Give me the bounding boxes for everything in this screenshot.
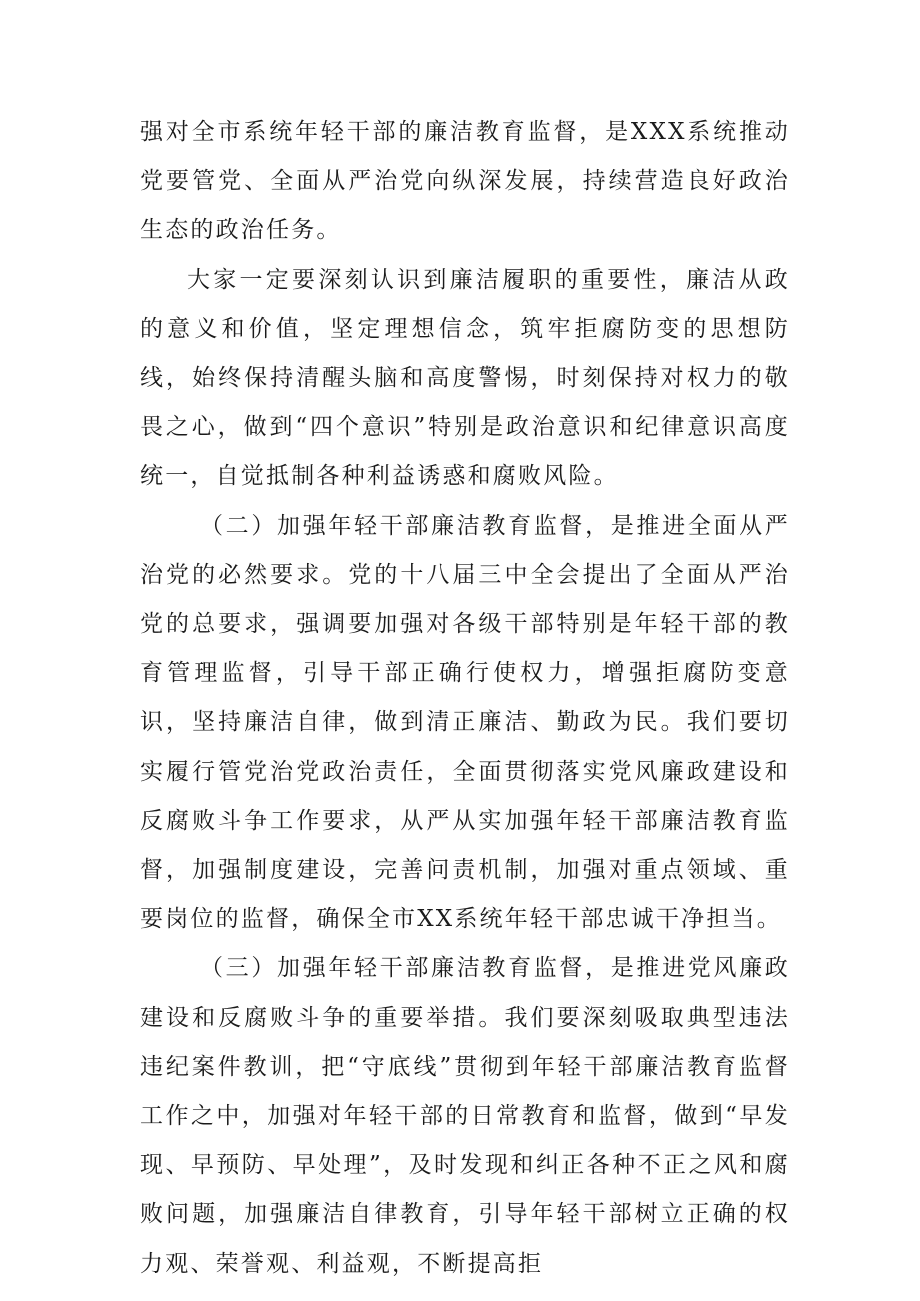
paragraph-2: 大家一定要深刻认识到廉洁履职的重要性，廉洁从政的意义和价值，坚定理想信念，筑牢拒腐防变的思想防线，始终保持清醒头脑和高度警惕，时刻保持对权力的敬畏之心，做到“四个意识”特别是政治意识和纪律意识高度统一，自觉抵制各种利益诱惑和腐败风险。 <box>140 266 790 490</box>
paragraph-1: 强对全市系统年轻干部的廉洁教育监督，是XXX系统推动党要管党、全面从严治党向纵深发展，持续营造良好政治生态的政治任务。 <box>140 119 790 244</box>
paragraph-3: （二）加强年轻干部廉洁教育监督，是推进全面从严治党的必然要求。党的十八届三中全会提出了全面从严治党的总要求，强调要加强对各级干部特别是年轻干部的教育管理监督，引导干部正确行使权力，增强拒腐防变意识，坚持廉洁自律，做到清正廉洁、勤政为民。我们要切实履行管党治党政治责任，全面贯彻落实党风廉政建设和反腐败斗争工作要求，从严从实加强年轻干部廉洁教育监督，加强制度建设，完善问责机制，加强对重点领域、重要岗位的监督，确保全市XX系统年轻干部忠诚干净担当。 <box>140 512 790 933</box>
document-body <box>140 108 790 1289</box>
paragraph-4: （三）加强年轻干部廉洁教育监督，是推进党风廉政建设和反腐败斗争的重要举措。我们要深刻吸取典型违法违纪案件教训，把“守底线”贯彻到年轻干部廉洁教育监督工作之中，加强对年轻干部的日常教育和监督，做到“早发现、早预防、早处理”，及时发现和纠正各种不正之风和腐败问题，加强廉洁自律教育，引导年轻干部树立正确的权力观、荣誉观、利益观，不断提高拒 <box>140 955 790 1277</box>
